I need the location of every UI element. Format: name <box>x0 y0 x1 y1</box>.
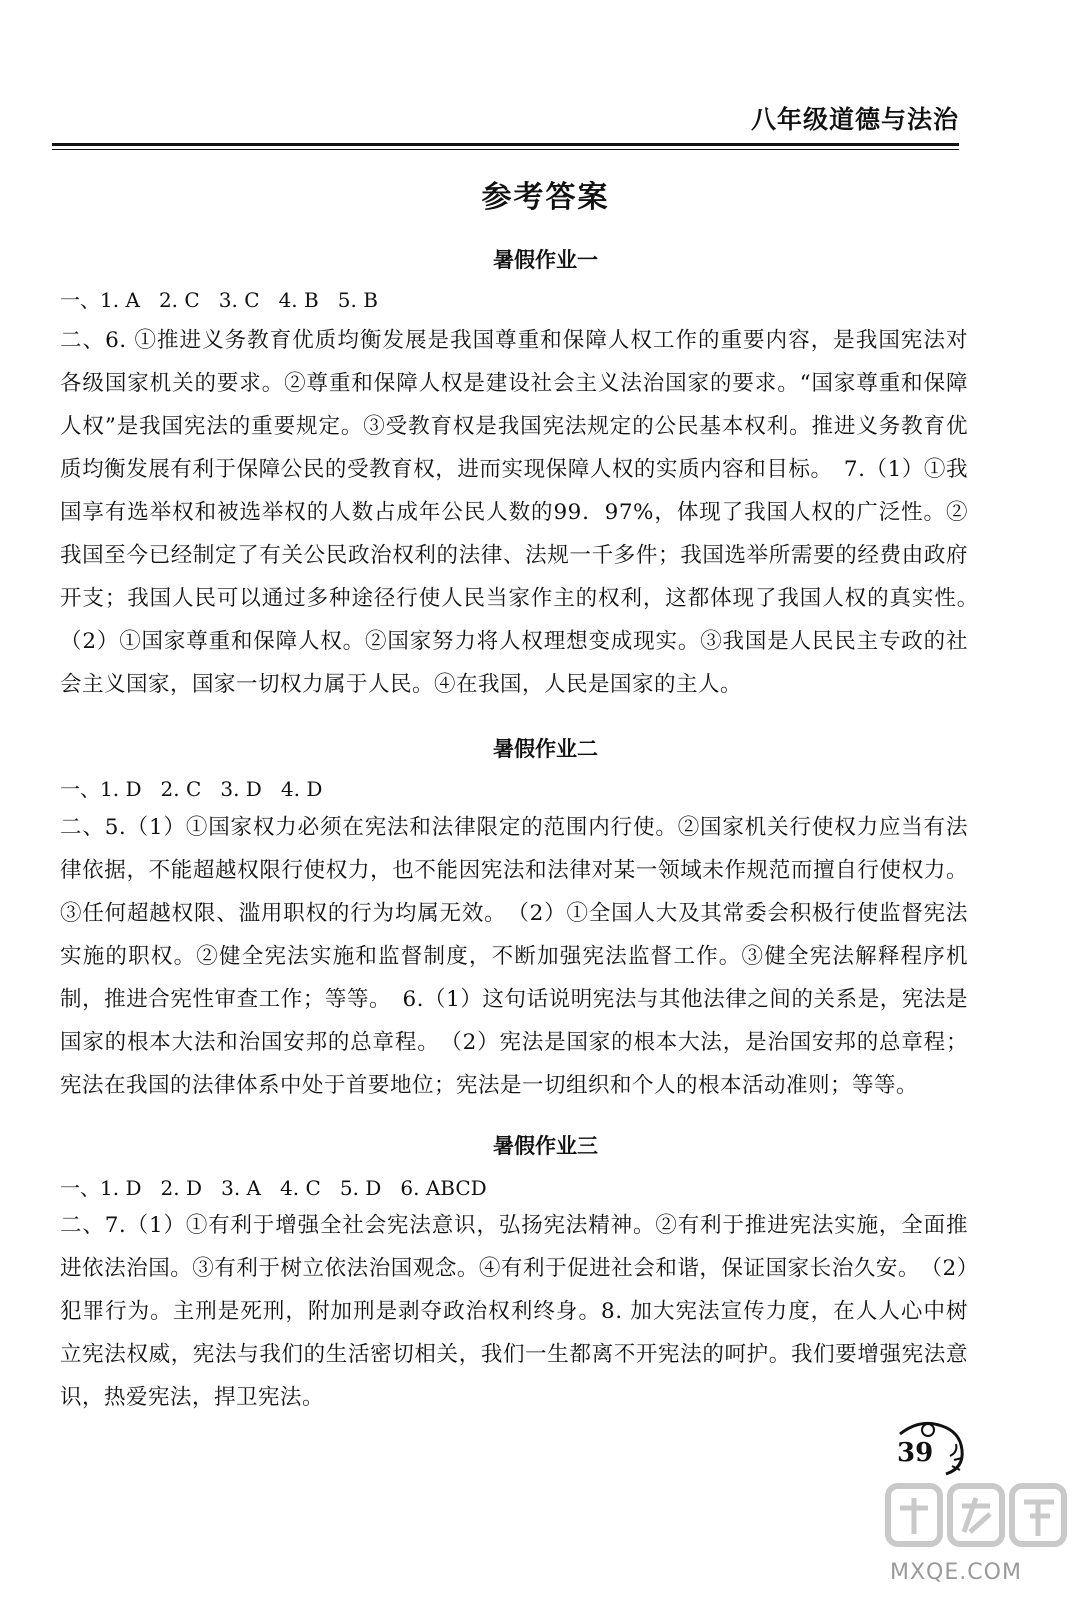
document-title: 参考答案 <box>481 180 610 215</box>
header-rule-thick <box>52 143 959 146</box>
section-3-answer-text: 二、7.（1）①有利于增强全社会宪法意识，弘扬宪法精神。②有利于推进宪法实施，全面推进依法治国。③有利于树立依法治国观念。④有利于促进社会和谐，保证国家长治久安。 （2）犯罪行为。主刑是死刑，附加刑是剥夺政治权利终身。8. 加大宪法宣传力度，在人人心中树立宪法权威，宪法与我们的生活密切相关，我们一生都离不开宪法的呵护。我们要增强宪法意识，热爱宪法，捍卫宪法。 <box>60 1213 968 1410</box>
section-2-answer-text: 二、5.（1）①国家权力必须在宪法和法律限定的范围内行使。②国家机关行使权力应当有法律依据，不能超越权限行使权力，也不能因宪法和法律对某一领域未作规范而擅自行使权力。③任何超越权限、滥用职权的行为均属无效。 （2）①全国人大及其常委会积极行使监督宪法实施的职权。②健全宪法实施和监督制度，不断加强宪法监督工作。③健全宪法解释程序机制，推进合宪性审查工作；等等。 6.（1）这句话说明宪法与其他法律之间的关系是，宪法是国家的根本大法和治国安邦的总章程。 （2）宪法是国家的根本大法，是治国安邦的总章程；宪法在我国的法律体系中处于首要地位；宪法是一切组织和个人的根本活动准则；等等。 <box>60 815 968 1098</box>
watermark-text: MXQE.COM <box>890 1560 1022 1585</box>
page-number: 39 <box>897 1438 934 1468</box>
section-title-3: 暑假作业三 <box>493 1134 598 1158</box>
section-title-1: 暑假作业一 <box>493 248 598 272</box>
section-1-choice-answers: 一、1. A 2. C 3. C 4. B 5. B <box>60 288 378 312</box>
section-3-choice-answers: 一、1. D 2. D 3. A 4. C 5. D 6. ABCD <box>60 1176 487 1200</box>
section-title-2: 暑假作业二 <box>493 737 598 761</box>
section-2-choice-answers: 一、1. D 2. C 3. D 4. D <box>60 777 323 801</box>
running-header-title: 八年级道德与法治 <box>750 105 959 134</box>
section-1-answer-text: 二、6. ①推进义务教育优质均衡发展是我国尊重和保障人权工作的重要内容，是我国宪法对各级国家机关的要求。②尊重和保障人权是建设社会主义法治国家的要求。“国家尊重和保障人权”是我国宪法的重要规定。③受教育权是我国宪法规定的公民基本权利。推进义务教育优质均衡发展有利于保障公民的受教育权，进而实现保障人权的实质内容和目标。 7.（1）①我国享有选举权和被选举权的人数占成年公民人数的99．97%，体现了我国人权的广泛性。②我国至今已经制定了有关公民政治权利的法律、法规一千多件；我国选举所需要的经费由政府开支；我国人民可以通过多种途径行使人民当家作主的权利，这都体现了我国人权的真实性。 （2）①国家尊重和保障人权。②国家努力将人权理想变成现实。③我国是人民民主专政的社会主义国家，国家一切权力属于人民。④在我国，人民是国家的主人。 <box>60 328 991 697</box>
header-rule-thin <box>52 149 959 150</box>
